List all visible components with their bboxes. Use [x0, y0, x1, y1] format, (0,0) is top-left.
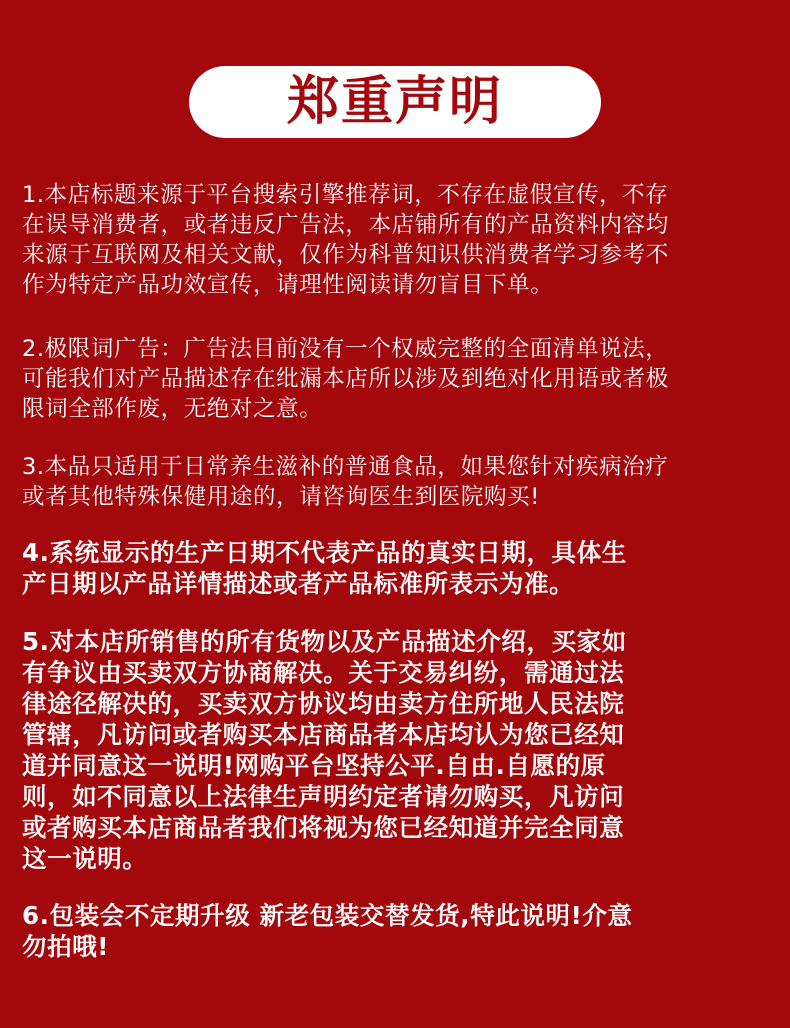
statement-paragraph-6: 6.包装会不定期升级 新老包装交替发货,特此说明!介意 勿拍哦! — [22, 901, 633, 961]
statement-paragraph-5: 5.对本店所销售的所有货物以及产品描述介绍，买家如 有争议由买卖双方协商解决。关于交易纠纷，需通过法 律途径解决的，买卖双方协议均由卖方住所地人民法院 管辖，凡访问或者购买本店商品者本店均认为您已经知 道并同意这一说明!网购平台坚持公平.自由.自愿的原 则，如不同意以上法律生声明约定者请勿购买，凡访问 或者购买本店商品者我们将视为您已经知道并完全同意 这一说明。 — [22, 627, 627, 873]
title-banner — [189, 66, 601, 138]
page-title: 郑重声明 — [286, 72, 503, 132]
statement-paragraph-1: 1.本店标题来源于平台搜索引擎推荐词，不存在虚假宣传，不存 在误导消费者，或者违反广告法，本店铺所有的产品资料内容均 来源于互联网及相关文献，仅作为科普知识供消费者学习参考不 作为特定产品功效宣传，请理性阅读请勿盲目下单。 — [22, 182, 669, 298]
statement-paragraph-2: 2.极限词广告：广告法目前没有一个权威完整的全面清单说法， 可能我们对产品描述存在纰漏本店所以涉及到绝对化用语或者极 限词全部作废，无绝对之意。 — [22, 336, 669, 422]
statement-paragraph-4: 4.系统显示的生产日期不代表产品的真实日期，具体生 产日期以产品详情描述或者产品标准所表示为准。 — [22, 538, 627, 598]
statement-paragraph-3: 3.本品只适用于日常养生滋补的普通食品，如果您针对疾病治疗 或者其他特殊保健用途的，请咨询医生到医院购买! — [22, 454, 669, 510]
